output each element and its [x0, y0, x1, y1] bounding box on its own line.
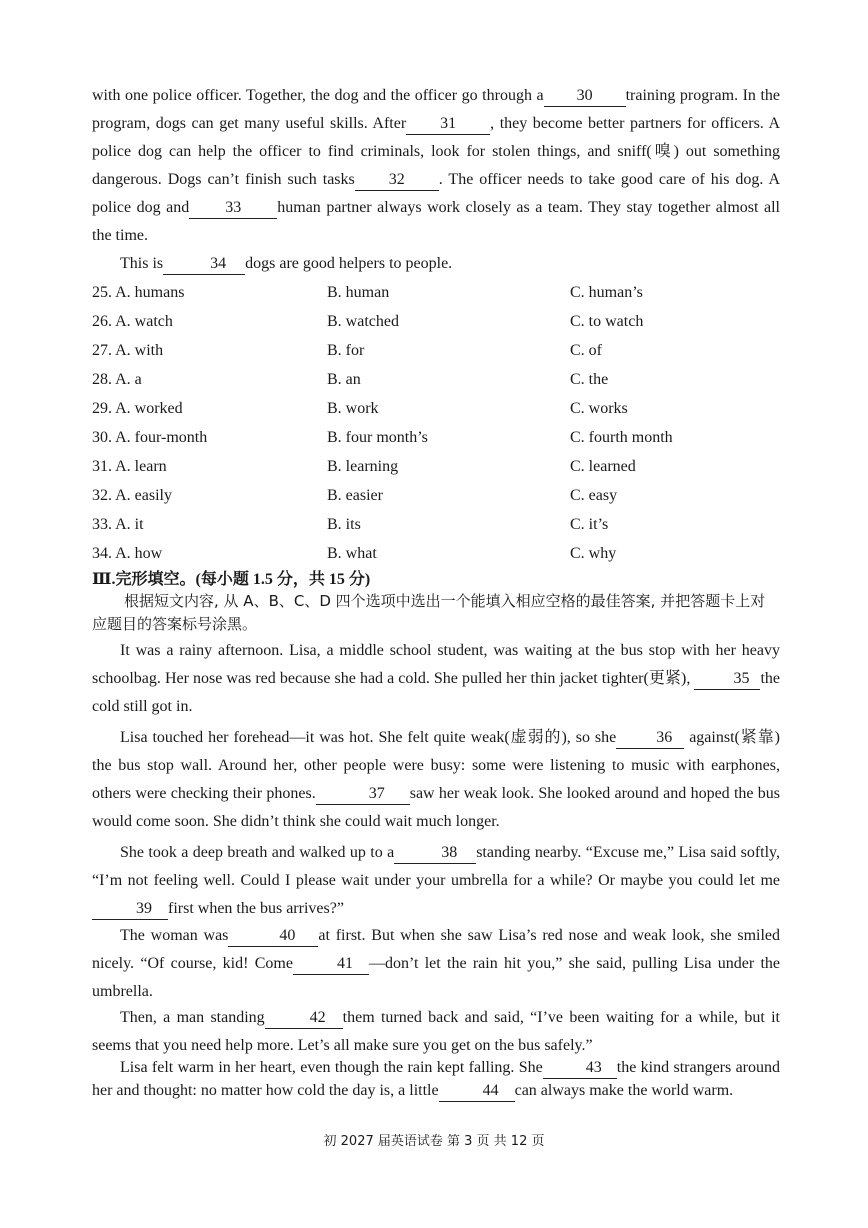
passage-text: Then, a man standing: [120, 1009, 265, 1026]
option-row-34: [92, 539, 792, 568]
option-a: 33. A. it: [92, 515, 144, 533]
blank-43: 43: [543, 1058, 617, 1079]
option-b: B. watched: [327, 312, 399, 330]
passage-text: human partner always work closely as a team. They stay together almost all the time.: [92, 199, 780, 244]
passage-text: with one police officer. Together, the dog and the officer go through a: [92, 87, 544, 104]
option-row-30: [92, 423, 792, 452]
option-row-27: [92, 336, 792, 365]
blank-35: 35: [694, 669, 760, 690]
option-c: C. works: [570, 399, 628, 417]
option-row-32: [92, 481, 792, 510]
option-row-33: [92, 510, 792, 539]
option-a: 28. A. a: [92, 370, 142, 388]
passage-text: This is: [120, 255, 164, 272]
passage-text: The woman was: [120, 927, 229, 944]
blank-30: 30: [544, 86, 626, 107]
passage-b-paragraph-4: [92, 922, 780, 1006]
passage-text: at first. But when she saw Lisa’s red nose and weak look, she smiled nicely. “Of course, kid! Come: [92, 927, 781, 972]
option-c: C. human’s: [570, 283, 643, 301]
option-b: B. four month’s: [327, 428, 428, 446]
blank-32: 32: [355, 170, 439, 191]
option-a: 29. A. worked: [92, 399, 183, 417]
option-a: 32. A. easily: [92, 486, 172, 504]
option-c: C. why: [570, 544, 617, 562]
option-a: 31. A. learn: [92, 457, 167, 475]
passage-b-paragraph-2: [92, 724, 780, 836]
option-c: C. the: [570, 370, 609, 388]
option-c: C. fourth month: [570, 428, 673, 446]
section-title: Ⅲ.完形填空。(每小题 1.5 分，共 15 分): [92, 571, 371, 588]
passage-text: —don’t let the rain hit you,” she said, pulling Lisa under the umbrella.: [92, 955, 780, 1000]
option-a: 27. A. with: [92, 341, 164, 359]
options-list: [92, 278, 792, 568]
option-b: B. easier: [327, 486, 383, 504]
blank-40: 40: [228, 926, 318, 947]
option-row-29: [92, 394, 792, 423]
option-b: B. an: [327, 370, 361, 388]
blank-37: 37: [316, 784, 410, 805]
passage-text: can always make the world warm.: [514, 1082, 734, 1099]
option-c: C. learned: [570, 457, 636, 475]
option-c: C. it’s: [570, 515, 609, 533]
passage-b-paragraph-6: [92, 1056, 780, 1102]
blank-36: 36: [616, 728, 684, 749]
passage-text: saw her weak look. She looked around and hoped the bus would come soon. She didn’t think she could wait much longer.: [92, 785, 780, 830]
passage-text: dogs are good helpers to people.: [245, 255, 453, 272]
option-a: 25. A. humans: [92, 283, 185, 301]
passage-text: training program. In the program, dogs can get many useful skills. After: [92, 87, 781, 132]
page-footer: 初 2027 届英语试卷 第 3 页 共 12 页: [323, 1134, 545, 1149]
passage-text: the cold still got in.: [92, 670, 780, 715]
blank-38: 38: [394, 843, 476, 864]
option-row-25: [92, 278, 792, 307]
option-row-28: [92, 365, 792, 394]
passage-a-paragraph-1: [92, 82, 780, 250]
option-c: C. to watch: [570, 312, 644, 330]
blank-39: 39: [92, 899, 168, 920]
blank-44: 44: [439, 1081, 515, 1102]
option-a: 26. A. watch: [92, 312, 173, 330]
option-b: B. learning: [327, 457, 399, 475]
passage-text: Lisa touched her forehead—it was hot. She felt quite weak(虚弱的), so she: [120, 729, 617, 746]
passage-text: first when the bus arrives?”: [168, 900, 344, 917]
blank-34: 34: [163, 254, 245, 275]
blank-31: 31: [406, 114, 490, 135]
passage-b-paragraph-5: [92, 1004, 780, 1060]
passage-b-paragraph-1: [92, 637, 780, 721]
option-a: 34. A. how: [92, 544, 163, 562]
passage-text: them turned back and said, “I’ve been waiting for a while, but it seems that you need help more. Let’s all make sure you get on the bus safely.”: [92, 1009, 781, 1054]
passage-text: It was a rainy afternoon. Lisa, a middle school student, was waiting at the bus stop with her heavy schoolbag. Her nose was red because she had a cold. She pulled her thin jacket tighter(更紧),: [92, 642, 780, 687]
passage-text: She took a deep breath and walked up to a: [120, 844, 395, 861]
option-b: B. its: [327, 515, 361, 533]
passage-text: Lisa felt warm in her heart, even though the rain kept falling. She: [120, 1059, 543, 1076]
option-b: B. what: [327, 544, 377, 562]
blank-42: 42: [265, 1008, 343, 1029]
passage-b-paragraph-3: [92, 839, 780, 923]
passage-text: , they become better partners for officers. A police dog can help the officer to find criminals, look for stolen things, and sniff(嗅) out something dangerous. Dogs can’t finish such tasks: [92, 115, 780, 188]
passage-text: standing nearby. “Excuse me,” Lisa said softly, “I’m not feeling well. Could I please wait under your umbrella for a while? Or maybe you could let me: [92, 844, 781, 889]
option-b: B. work: [327, 399, 379, 417]
option-b: B. human: [327, 283, 390, 301]
option-c: C. of: [570, 341, 602, 359]
passage-text: against(紧靠) the bus stop wall. Around her, other people were busy: some were listening to music with earphones, others were checking their phones.: [92, 729, 781, 802]
option-b: B. for: [327, 341, 365, 359]
passage-text: the kind strangers around her and thought: no matter how cold the day is, a little: [92, 1059, 781, 1099]
passage-a-paragraph-2: [92, 250, 780, 278]
option-row-31: [92, 452, 792, 481]
blank-41: 41: [293, 954, 369, 975]
option-row-26: [92, 307, 792, 336]
passage-text: . The officer needs to take good care of his dog. A police dog and: [92, 171, 780, 216]
option-c: C. easy: [570, 486, 618, 504]
section-instruction: 根据短文内容, 从 A、B、C、D 四个选项中选出一个能填入相应空格的最佳答案, 并把答题卡上对应题目的答案标号涂黑。: [92, 592, 766, 633]
blank-33: 33: [189, 198, 277, 219]
option-a: 30. A. four-month: [92, 428, 208, 446]
